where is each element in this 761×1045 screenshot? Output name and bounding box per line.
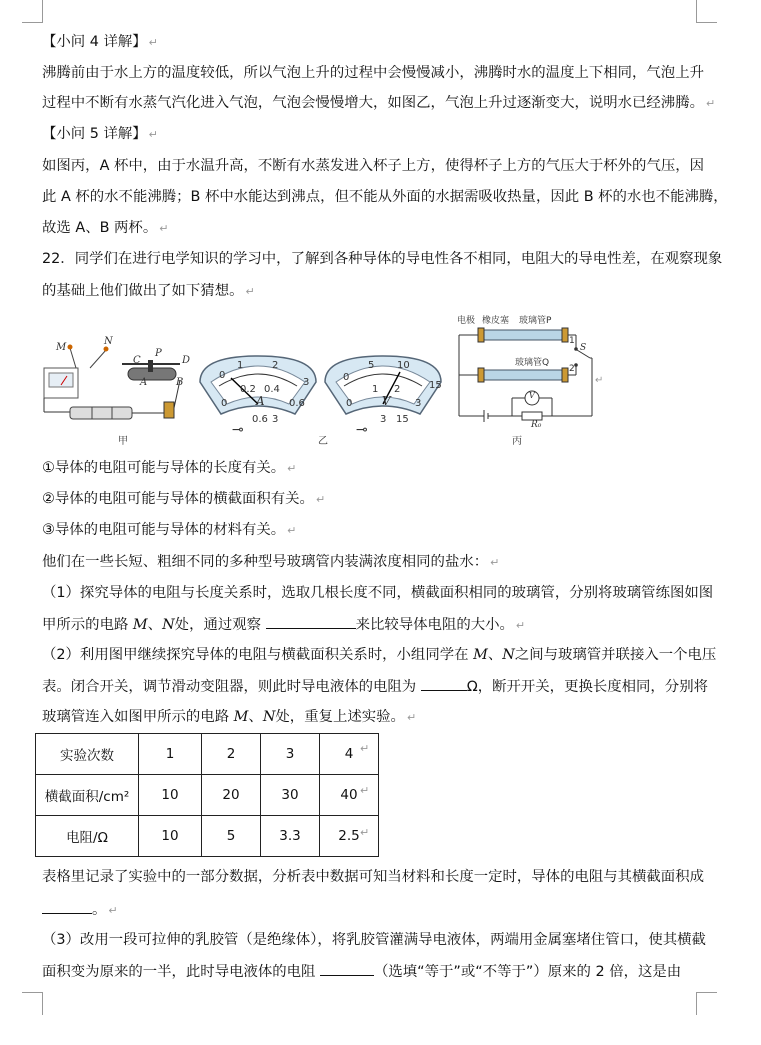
label-v: V <box>529 391 535 400</box>
table-row <box>36 734 379 775</box>
label-rubber-plug: 橡皮塞 <box>482 316 510 326</box>
table-cell: 4 <box>320 734 379 775</box>
figure-bing-label: 丙 <box>512 436 522 447</box>
label-r0: R₀ <box>531 420 542 430</box>
label-m: M <box>56 342 67 353</box>
table-cell: 30 <box>261 775 320 816</box>
answer-blank-3[interactable] <box>42 899 92 914</box>
figure-yi-label: 乙 <box>318 436 328 447</box>
answer-blank-1[interactable] <box>266 614 356 629</box>
voltmeter-terminal-minus: ⊸ <box>356 422 368 438</box>
table-row <box>36 775 379 816</box>
label-p: P <box>155 348 162 359</box>
text-line: 甲所示的电路 M、N处，通过观察 来比较导体电阻的大小。 ↵ <box>42 614 525 636</box>
hypothesis-3: ③导体的电阻可能与导体的材料有关。 ↵ <box>42 522 297 538</box>
label-a: A <box>140 377 148 388</box>
section-heading-q5: 【小问 5 详解】 ↵ <box>42 126 158 142</box>
label-switch-s: S <box>580 343 587 353</box>
sub-question-2: （2）利用图甲继续探究导体的电阻与横截面积关系时，小组同学在 M、N之间与玻璃管并联接入一个电压 <box>42 647 717 663</box>
ammeter-terminal-minus: ⊸ <box>232 422 244 438</box>
table-cell: 3.3 <box>261 816 320 857</box>
corner-mark-bottom-right <box>696 992 717 1015</box>
text-line: 故选 A、B 两杯。 ↵ <box>42 220 169 236</box>
label-c: C <box>133 355 141 366</box>
answer-blank-2[interactable] <box>421 676 467 691</box>
voltmeter-dial <box>322 352 444 418</box>
ammeter-letter: A <box>256 394 265 408</box>
hypothesis-2: ②导体的电阻可能与导体的横截面积有关。 ↵ <box>42 491 326 507</box>
label-tube-q: 玻璃管Q <box>515 358 550 368</box>
table-cell: 横截面积/cm² <box>36 775 139 816</box>
figure-jia-label: 甲 <box>118 436 128 447</box>
label-d: D <box>182 355 191 366</box>
label-b: B <box>176 377 184 388</box>
table-cell: 2 <box>202 734 261 775</box>
table-cell: 20 <box>202 775 261 816</box>
text-line: 的基础上他们做出了如下猜想。 ↵ <box>42 283 255 299</box>
table-cell: 2.5 <box>320 816 379 857</box>
corner-mark-bottom-left <box>22 992 43 1015</box>
question-22-stem: 22．同学们在进行电学知识的学习中，了解到各种导体的导电性各不相同，电阻大的导电性差，在观察现象 <box>42 251 723 267</box>
text-line: 过程中不断有水蒸气汽化进入气泡，气泡会慢慢增大，如图乙，气泡上升过逐渐变大，说明水已经沸腾。 ↵ <box>42 95 716 111</box>
table-cell: 1 <box>139 734 202 775</box>
table-cell: 电阻/Ω <box>36 816 139 857</box>
text-line: 面积变为原来的一半，此时导电液体的电阻 （选填“等于”或“不等于”）原来的 2 倍，这是由 <box>42 961 681 982</box>
text-line: 。 ↵ <box>42 899 118 921</box>
table-cell: 10 <box>139 775 202 816</box>
corner-mark-top-left <box>22 0 43 23</box>
voltmeter-letter: V <box>382 394 391 408</box>
section-heading-q4: 【小问 4 详解】 ↵ <box>42 34 158 50</box>
table-cell: 10 <box>139 816 202 857</box>
answer-blank-4[interactable] <box>320 961 374 976</box>
table-cell: 40 <box>320 775 379 816</box>
text-line: 他们在一些长短、粗细不同的多种型号玻璃管内装满浓度相同的盐水： ↵ <box>42 554 500 570</box>
hypothesis-1: ①导体的电阻可能与导体的长度有关。 ↵ <box>42 460 297 476</box>
text-line: 沸腾前由于水上方的温度较低，所以气泡上升的过程中会慢慢减小，沸腾时水的温度上下相同，气泡上升 <box>42 65 704 81</box>
text-line: 玻璃管连入如图甲所示的电路 M、N处，重复上述实验。 ↵ <box>42 709 417 725</box>
text-line: 如图丙，A 杯中，由于水温升高，不断有水蒸发进入杯子上方，使得杯子上方的气压大于杯外的气压，因 <box>42 158 705 174</box>
table-cell: 5 <box>202 816 261 857</box>
label-electrode: 电极 <box>457 316 476 326</box>
table-row <box>36 816 379 857</box>
label-tube-p: 玻璃管P <box>519 316 552 326</box>
sub-question-3: （3）改用一段可拉伸的乳胶管（是绝缘体），将乳胶管灌满导电液体，两端用金属塞堵住管口，使其横截 <box>42 932 706 948</box>
table-cell: 3 <box>261 734 320 775</box>
text-line: 此 A 杯的水不能沸腾；B 杯中水能达到沸点，但不能从外面的水据需吸收热量，因此 B 杯的水也不能沸腾， <box>42 189 728 205</box>
label-n: N <box>104 336 113 347</box>
text-line: 表格里记录了实验中的一部分数据，分析表中数据可知当材料和长度一定时，导体的电阻与其横截面积成 <box>42 869 704 885</box>
text-line: 表。闭合开关，调节滑动变阻器，则此时导电液体的电阻为 Ω，断开开关，更换长度相同，分别将 <box>42 676 708 697</box>
experiment-data-table <box>35 733 379 857</box>
table-cell: 实验次数 <box>36 734 139 775</box>
figure-bing-circuit <box>456 322 602 424</box>
corner-mark-top-right <box>696 0 717 23</box>
sub-question-1: （1）探究导体的电阻与长度关系时，选取几根长度不同，横截面积相同的玻璃管，分别将玻璃管练图如图 <box>42 585 714 601</box>
